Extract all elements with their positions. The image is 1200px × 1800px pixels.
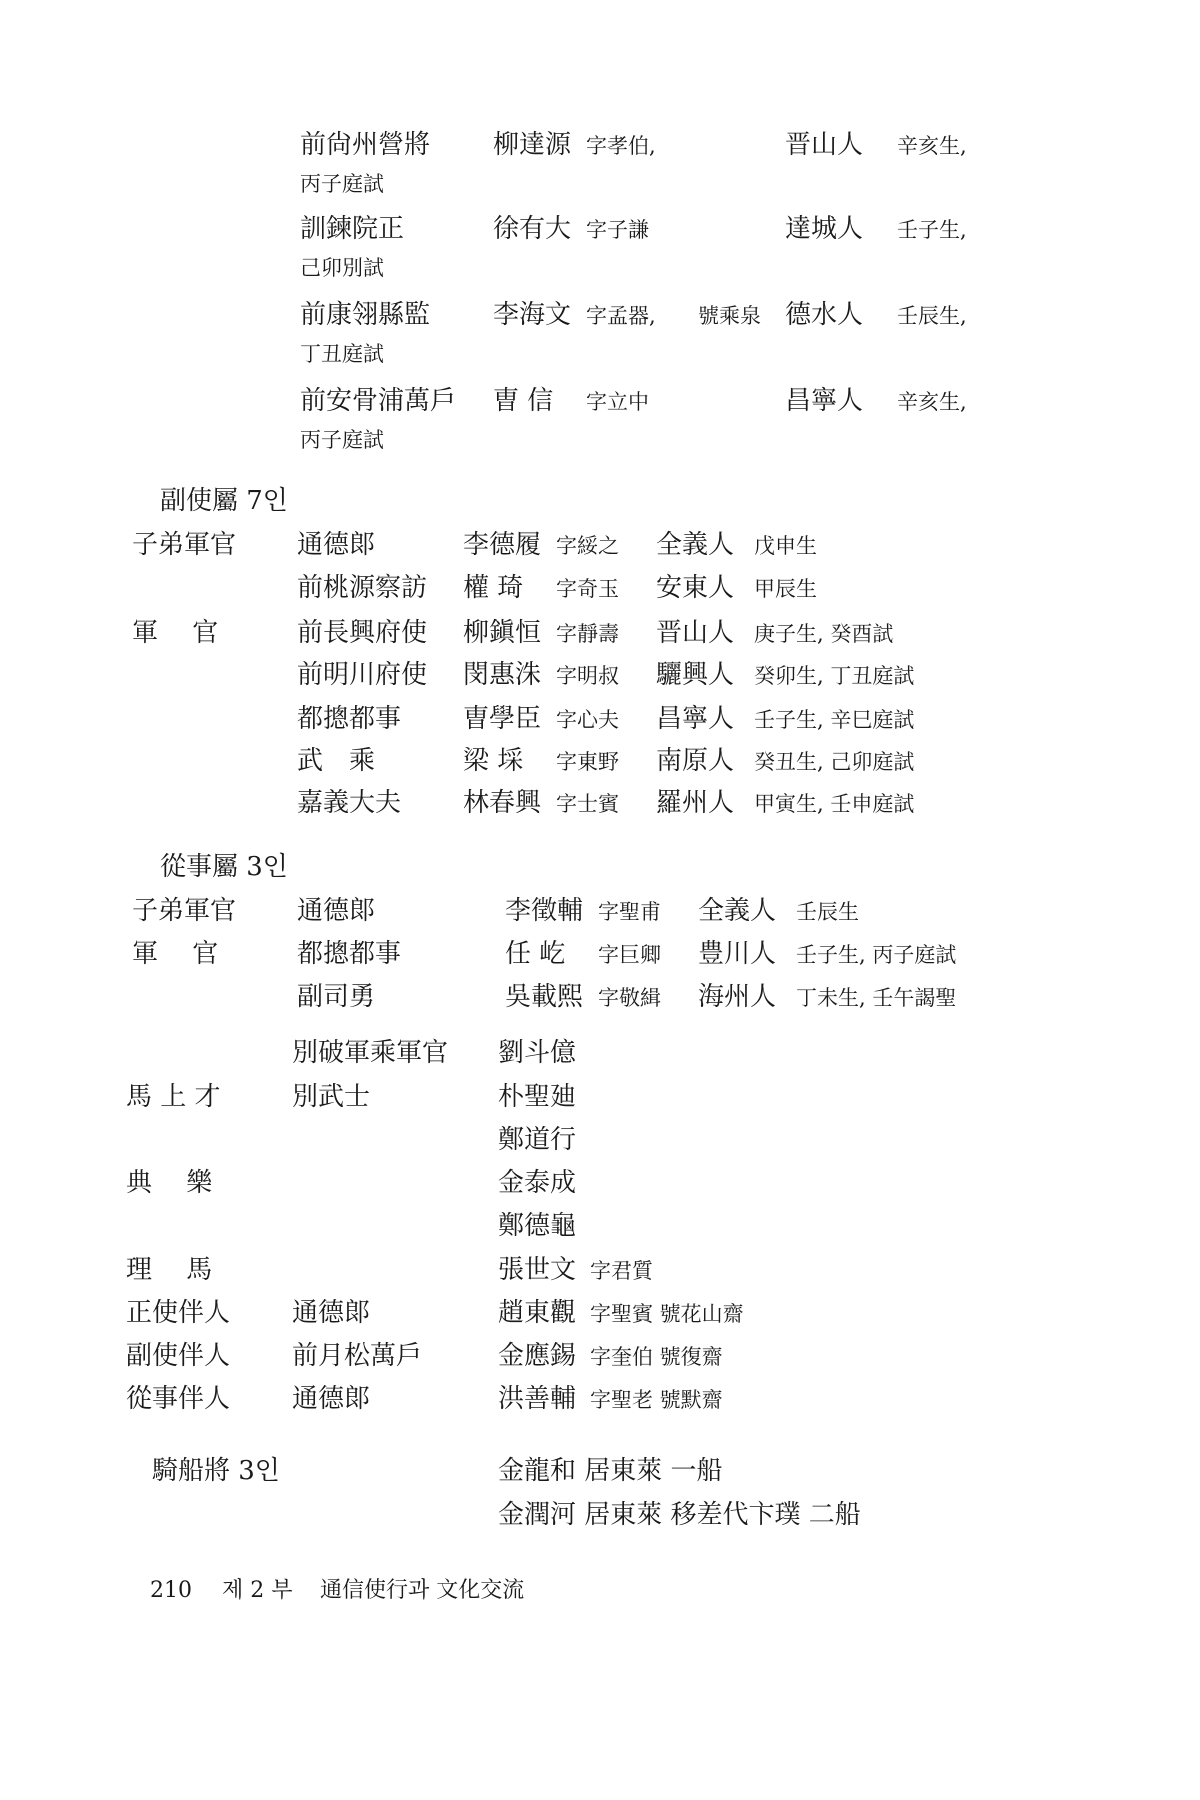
exam-record: 丁丑庭試: [300, 342, 384, 366]
office-title: 都摠都事: [297, 704, 402, 734]
person-name: 金應錫: [498, 1341, 577, 1371]
birth-exam-info: 壬子生, 丙子庭試: [796, 943, 957, 967]
courtesy-name: 字靜壽: [556, 622, 619, 646]
courtesy-name: 字士賓: [556, 792, 619, 816]
clan-origin: 晋山人: [656, 618, 735, 648]
office-title: 前明川府使: [297, 660, 428, 690]
birth-year: 辛亥生,: [897, 134, 967, 158]
category-label: 正使伴人: [126, 1298, 231, 1328]
office-title: 都摠都事: [297, 939, 402, 969]
person-name: 任 屹: [505, 939, 566, 969]
clan-origin: 羅州人: [656, 788, 735, 818]
office-title: 前尙州營將: [300, 130, 431, 160]
person-name: 林春興: [463, 788, 542, 818]
clan-origin: 安東人: [656, 573, 735, 603]
courtesy-name: 字心夫: [556, 708, 619, 732]
birth-exam-info: 甲辰生: [754, 577, 817, 601]
ship-commander-entry: 金潤河 居東萊 移差代卞璞 二船: [498, 1500, 861, 1530]
clan-origin: 昌寧人: [785, 386, 864, 416]
section-heading-attendant: 從事屬 3인: [160, 852, 288, 882]
clan-origin: 昌寧人: [656, 704, 735, 734]
clan-origin: 南原人: [656, 746, 735, 776]
person-name: 柳達源: [493, 130, 572, 160]
office-title: 前長興府使: [297, 618, 428, 648]
birth-year: 壬辰生,: [897, 304, 967, 328]
office-title: 副司勇: [297, 982, 376, 1012]
ship-commander-entry: 金龍和 居東萊 一船: [498, 1456, 723, 1486]
running-title: 通信使行과 文化交流: [320, 1578, 525, 1603]
birth-year: 辛亥生,: [897, 390, 967, 414]
courtesy-name: 字敬緝: [598, 986, 661, 1010]
birth-exam-info: 癸卯生, 丁丑庭試: [754, 664, 915, 688]
person-name: 閔惠洙: [463, 660, 542, 690]
courtesy-name: 字孟器,: [586, 304, 656, 328]
office-title: 別武士: [292, 1082, 371, 1112]
person-name: 吳載熙: [505, 982, 584, 1012]
courtesy-name: 字奎伯 號復齋: [590, 1345, 723, 1369]
category-label: 子弟軍官: [132, 530, 237, 560]
office-title: 嘉義大夫: [297, 788, 402, 818]
clan-origin: 豊川人: [698, 939, 777, 969]
exam-record: 丙子庭試: [300, 172, 384, 196]
person-name: 李德履: [463, 530, 542, 560]
clan-origin: 驪興人: [656, 660, 735, 690]
courtesy-name: 字巨卿: [598, 943, 661, 967]
person-name: 鄭道行: [498, 1125, 577, 1155]
person-name: 鄭德龜: [498, 1211, 577, 1241]
birth-exam-info: 甲寅生, 壬申庭試: [754, 792, 915, 816]
section-heading-vice-envoy: 副使屬 7인: [160, 486, 288, 516]
category-label: 馬 上 才: [126, 1082, 221, 1112]
category-label: 理 馬: [126, 1255, 213, 1285]
courtesy-name: 字聖甫: [598, 900, 661, 924]
courtesy-name: 字綏之: [556, 534, 619, 558]
birth-year: 壬子生,: [897, 218, 967, 242]
person-name: 張世文: [498, 1255, 577, 1285]
courtesy-name: 字聖老 號默齋: [590, 1388, 723, 1412]
category-label: 軍 官: [132, 939, 219, 969]
office-title: 訓鍊院正: [300, 214, 405, 244]
birth-exam-info: 庚子生, 癸酉試: [754, 622, 894, 646]
birth-exam-info: 壬辰生: [796, 900, 859, 924]
birth-exam-info: 戊申生: [754, 534, 817, 558]
category-label: 典 樂: [126, 1168, 213, 1198]
office-title: 通德郞: [292, 1298, 371, 1328]
person-name: 趙東觀: [498, 1298, 577, 1328]
page-number: 210: [150, 1578, 192, 1603]
courtesy-name: 字孝伯,: [586, 134, 656, 158]
category-label: 副使伴人: [126, 1341, 231, 1371]
courtesy-name: 字明叔: [556, 664, 619, 688]
person-name: 曺學臣: [463, 704, 542, 734]
exam-record: 己卯別試: [300, 256, 384, 280]
clan-origin: 德水人: [785, 300, 864, 330]
person-name: 曺 信: [493, 386, 554, 416]
person-name: 劉斗億: [498, 1038, 577, 1068]
courtesy-name: 字子謙: [586, 218, 649, 242]
person-name: 梁 埰: [463, 746, 524, 776]
person-name: 李海文: [493, 300, 572, 330]
clan-origin: 全義人: [698, 896, 777, 926]
office-title: 前安骨浦萬戶: [300, 386, 457, 416]
clan-origin: 全義人: [656, 530, 735, 560]
category-label: 從事伴人: [126, 1384, 231, 1414]
office-title: 通德郞: [297, 896, 376, 926]
office-title: 別破軍乘軍官: [292, 1038, 449, 1068]
person-name: 權 琦: [463, 573, 524, 603]
birth-exam-info: 丁未生, 壬午謁聖: [796, 986, 957, 1010]
clan-origin: 海州人: [698, 982, 777, 1012]
clan-origin: 晋山人: [785, 130, 864, 160]
courtesy-name: 字君質: [590, 1259, 653, 1283]
office-title: 前月松萬戶: [292, 1341, 423, 1371]
person-name: 柳鎭恒: [463, 618, 542, 648]
courtesy-name: 字立中: [586, 390, 649, 414]
person-name: 洪善輔: [498, 1384, 577, 1414]
office-title: 通德郞: [297, 530, 376, 560]
part-label: 제 2 부: [222, 1578, 293, 1603]
person-name: 朴聖廸: [498, 1082, 577, 1112]
person-name: 徐有大: [493, 214, 572, 244]
courtesy-name: 字聖賓 號花山齋: [590, 1302, 744, 1326]
exam-record: 丙子庭試: [300, 428, 384, 452]
person-name: 金泰成: [498, 1168, 577, 1198]
courtesy-name: 字東野: [556, 750, 619, 774]
pen-name: 號乘泉: [698, 304, 761, 328]
birth-exam-info: 癸丑生, 己卯庭試: [754, 750, 915, 774]
category-label: 軍 官: [132, 618, 219, 648]
office-title: 武 乘: [297, 746, 376, 776]
office-title: 前桃源察訪: [297, 573, 428, 603]
category-label: 子弟軍官: [132, 896, 237, 926]
office-title: 通德郞: [292, 1384, 371, 1414]
office-title: 前康翎縣監: [300, 300, 431, 330]
birth-exam-info: 壬子生, 辛巳庭試: [754, 708, 915, 732]
section-heading-ship-commanders: 騎船將 3인: [152, 1456, 280, 1486]
clan-origin: 達城人: [785, 214, 864, 244]
person-name: 李徵輔: [505, 896, 584, 926]
courtesy-name: 字奇玉: [556, 577, 619, 601]
